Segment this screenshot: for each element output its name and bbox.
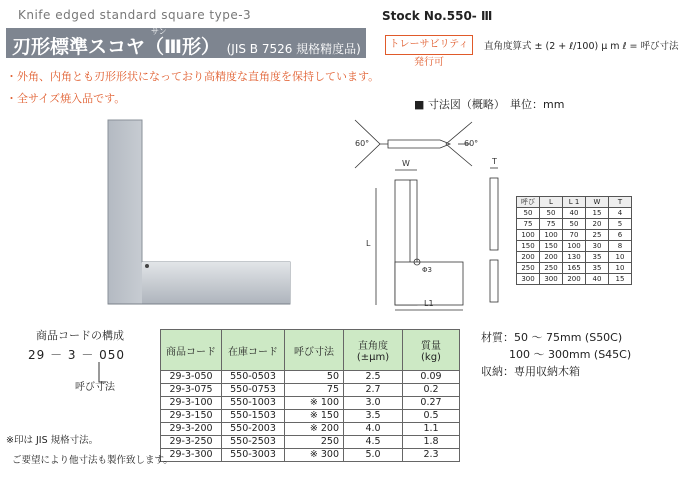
table-cell: 75 xyxy=(540,219,563,230)
table-cell: 75 xyxy=(517,219,540,230)
dimension-diagram xyxy=(340,110,520,320)
table-cell: 29-3-250 xyxy=(161,436,222,449)
table-cell: 100 xyxy=(563,241,586,252)
table-cell: ※ 150 xyxy=(285,410,344,423)
table-cell: 29-3-200 xyxy=(161,423,222,436)
table-cell: 130 xyxy=(563,252,586,263)
table-cell: 6 xyxy=(609,230,632,241)
diagram-unit: 単位：mm xyxy=(510,98,565,111)
table-cell: 40 xyxy=(586,274,609,285)
table-header: T xyxy=(609,197,632,208)
title-text: 刃形標準スコヤ（Ⅲ形） xyxy=(12,36,220,58)
dimension-table xyxy=(516,196,632,285)
table-header: 商品コード xyxy=(161,330,222,371)
table-cell: ※ 300 xyxy=(285,449,344,462)
table-cell: 5.0 xyxy=(344,449,403,462)
table-header: L xyxy=(540,197,563,208)
table-header: W xyxy=(586,197,609,208)
table-cell: 5 xyxy=(609,219,632,230)
angle-label-1: 60° xyxy=(355,139,370,148)
storage-line: 収納：専用収納木箱 xyxy=(481,365,580,378)
table-cell: 29-3-150 xyxy=(161,410,222,423)
table-row xyxy=(517,208,632,219)
table-header: 呼び寸法 xyxy=(285,330,344,371)
dim-l: L xyxy=(366,239,371,248)
subtitle: Knife edged standard square type-3 xyxy=(18,8,252,22)
table-cell: 250 xyxy=(540,263,563,274)
table-cell: 10 xyxy=(609,263,632,274)
accuracy-formula: 直角度算式 ± (2 + ℓ/100) μ m ℓ = 呼び寸法 xyxy=(484,41,679,52)
furigana: サン xyxy=(151,27,167,36)
diagram-heading: ■ 寸法図（概略） xyxy=(414,98,505,111)
table-cell: 550-1503 xyxy=(222,410,285,423)
table-cell: 3.5 xyxy=(344,410,403,423)
dim-w: W xyxy=(402,159,410,168)
table-cell: 4.0 xyxy=(344,423,403,436)
feature-2: ・全サイズ焼入品です。 xyxy=(6,92,126,105)
table-cell: 29-3-100 xyxy=(161,397,222,410)
table-cell: 3.0 xyxy=(344,397,403,410)
table-cell: 75 xyxy=(285,384,344,397)
table-cell: 550-3003 xyxy=(222,449,285,462)
table-cell: 100 xyxy=(517,230,540,241)
table-row xyxy=(161,384,460,397)
code-note: 呼び寸法 xyxy=(75,382,115,393)
table-cell: 2.7 xyxy=(344,384,403,397)
table-cell: 25 xyxy=(586,230,609,241)
table-cell: 0.09 xyxy=(403,371,460,384)
material-line-2: 100 ～ 300mm (S45C) xyxy=(509,348,632,361)
dim-phi: Φ3 xyxy=(422,266,432,274)
note-custom: ご要望により他寸法も製作致します。 xyxy=(12,455,173,466)
table-row xyxy=(517,230,632,241)
table-header: 呼び xyxy=(517,197,540,208)
table-cell: 150 xyxy=(517,241,540,252)
table-cell: 200 xyxy=(563,274,586,285)
table-header: 直角度 (±μm) xyxy=(344,330,403,371)
table-cell: ※ 200 xyxy=(285,423,344,436)
table-cell: 70 xyxy=(563,230,586,241)
table-cell: 50 xyxy=(517,208,540,219)
material-line-1: 材質：50 ～ 75mm (S50C) xyxy=(481,331,623,344)
table-cell: 550-0503 xyxy=(222,371,285,384)
table-cell: 29-3-075 xyxy=(161,384,222,397)
table-cell: 2.5 xyxy=(344,371,403,384)
feature-1: ・外角、内角とも刃形形状になっており高精度な直角度を保持しています。 xyxy=(6,70,380,83)
table-cell: 250 xyxy=(285,436,344,449)
product-table xyxy=(160,329,460,462)
table-cell: 15 xyxy=(586,208,609,219)
table-header: L 1 xyxy=(563,197,586,208)
table-cell: 20 xyxy=(586,219,609,230)
table-row xyxy=(517,241,632,252)
code-example: 29 － 3 － 050 xyxy=(28,348,126,362)
table-cell: 2.3 xyxy=(403,449,460,462)
table-cell: 0.2 xyxy=(403,384,460,397)
table-cell: 10 xyxy=(609,252,632,263)
product-image xyxy=(100,112,300,312)
title-note: (JIS B 7526 規格精度品) xyxy=(226,42,361,56)
table-header: 質量 (kg) xyxy=(403,330,460,371)
dim-l1: L1 xyxy=(424,299,434,308)
table-row xyxy=(517,219,632,230)
table-cell: 30 xyxy=(586,241,609,252)
table-cell: 200 xyxy=(517,252,540,263)
table-cell: 200 xyxy=(540,252,563,263)
code-structure-heading: 商品コードの構成 xyxy=(36,329,124,342)
table-row xyxy=(161,371,460,384)
table-cell: 15 xyxy=(609,274,632,285)
table-cell: 550-2503 xyxy=(222,436,285,449)
table-header: 在庫コード xyxy=(222,330,285,371)
table-cell: 4.5 xyxy=(344,436,403,449)
table-cell: 29-3-300 xyxy=(161,449,222,462)
table-row xyxy=(161,410,460,423)
table-cell: 50 xyxy=(563,219,586,230)
table-cell: 1.1 xyxy=(403,423,460,436)
table-cell: 35 xyxy=(586,252,609,263)
table-cell: 550-1003 xyxy=(222,397,285,410)
dim-t: T xyxy=(492,157,497,166)
table-cell: 50 xyxy=(540,208,563,219)
table-cell: 100 xyxy=(540,230,563,241)
table-row xyxy=(517,197,632,208)
page-title xyxy=(12,32,361,59)
trace-badge: トレーサビリティ発行可 xyxy=(385,35,473,55)
table-row xyxy=(161,423,460,436)
table-row xyxy=(161,330,460,371)
stock-number: Stock No.550- Ⅲ xyxy=(382,9,493,23)
table-row xyxy=(161,449,460,462)
table-cell: 1.8 xyxy=(403,436,460,449)
table-cell: 300 xyxy=(540,274,563,285)
note-jis: ※印は JIS 規格寸法。 xyxy=(6,435,99,446)
table-row xyxy=(517,274,632,285)
table-cell: 550-0753 xyxy=(222,384,285,397)
table-cell: 4 xyxy=(609,208,632,219)
table-row xyxy=(161,436,460,449)
table-cell: 35 xyxy=(586,263,609,274)
table-row xyxy=(517,263,632,274)
table-cell: 0.27 xyxy=(403,397,460,410)
table-row xyxy=(517,252,632,263)
table-cell: 29-3-050 xyxy=(161,371,222,384)
table-cell: 250 xyxy=(517,263,540,274)
angle-label-2: 60° xyxy=(464,139,479,148)
table-cell: 550-2003 xyxy=(222,423,285,436)
table-cell: 50 xyxy=(285,371,344,384)
table-cell: 0.5 xyxy=(403,410,460,423)
table-cell: 165 xyxy=(563,263,586,274)
table-cell: ※ 100 xyxy=(285,397,344,410)
table-row xyxy=(161,397,460,410)
table-cell: 150 xyxy=(540,241,563,252)
table-cell: 8 xyxy=(609,241,632,252)
table-cell: 300 xyxy=(517,274,540,285)
table-cell: 40 xyxy=(563,208,586,219)
